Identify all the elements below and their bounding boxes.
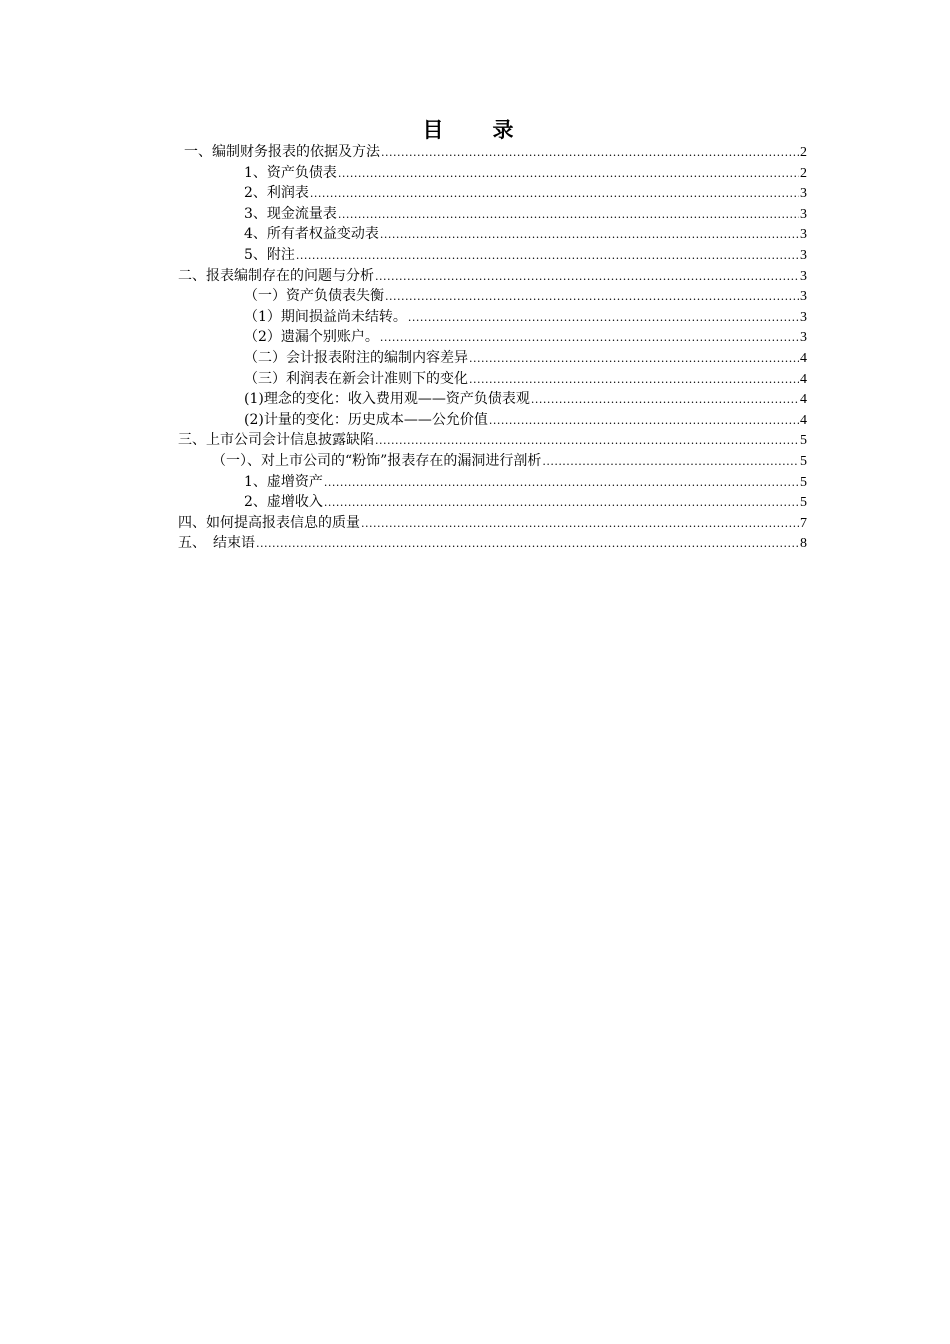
toc-entry[interactable] xyxy=(178,472,807,493)
table-of-contents xyxy=(178,142,807,554)
toc-entry-label: 四、如何提高报表信息的质量 xyxy=(178,514,360,531)
toc-entry[interactable] xyxy=(178,266,807,287)
toc-entry[interactable] xyxy=(178,183,807,204)
toc-dot-leader xyxy=(408,308,799,328)
toc-entry[interactable] xyxy=(178,204,807,225)
toc-entry-page-number: 3 xyxy=(800,330,807,346)
toc-title: 目 录 xyxy=(422,117,528,142)
toc-entry-page-number: 3 xyxy=(800,227,807,243)
toc-entry[interactable] xyxy=(178,369,807,390)
toc-dot-leader xyxy=(338,164,799,184)
toc-entry-page-number: 3 xyxy=(800,289,807,305)
toc-dot-leader xyxy=(489,411,799,431)
toc-entry-label: （二）会计报表附注的编制内容差异 xyxy=(244,349,468,366)
toc-entry[interactable] xyxy=(178,533,807,554)
toc-entry-page-number: 5 xyxy=(800,474,807,490)
toc-entry-label: (2)计量的变化：历史成本——公允价值 xyxy=(244,411,488,428)
toc-entry-page-number: 4 xyxy=(800,392,807,408)
toc-entry-page-number: 5 xyxy=(800,453,807,469)
toc-dot-leader xyxy=(375,431,799,451)
toc-entry-page-number: 4 xyxy=(800,412,807,428)
toc-entry-page-number: 8 xyxy=(800,536,807,552)
toc-entry[interactable] xyxy=(178,451,807,472)
toc-dot-leader xyxy=(380,225,799,245)
toc-entry[interactable] xyxy=(178,142,807,163)
toc-entry-label: 二、报表编制存在的问题与分析 xyxy=(178,267,374,284)
toc-entry-label: (1)理念的变化：收入费用观——资产负债表观 xyxy=(244,391,530,408)
toc-entry-page-number: 5 xyxy=(800,495,807,511)
toc-entry-page-number: 5 xyxy=(800,433,807,449)
toc-entry-label: （一）、对上市公司的“粉饰”报表存在的漏洞进行剖析 xyxy=(212,452,542,469)
toc-entry[interactable] xyxy=(178,430,807,451)
toc-entry-label: 2、利润表 xyxy=(244,185,309,202)
toc-entry-label: （1）期间损益尚未结转。 xyxy=(244,308,407,325)
toc-entry-page-number: 3 xyxy=(800,268,807,284)
toc-entry-page-number: 3 xyxy=(800,186,807,202)
toc-entry-label: （三）利润表在新会计准则下的变化 xyxy=(244,370,468,387)
toc-dot-leader xyxy=(324,493,799,513)
toc-dot-leader xyxy=(531,390,799,410)
toc-dot-leader xyxy=(381,143,799,163)
toc-dot-leader xyxy=(542,452,799,472)
toc-dot-leader xyxy=(256,534,799,554)
toc-dot-leader xyxy=(324,473,799,493)
toc-entry-page-number: 3 xyxy=(800,309,807,325)
toc-entry[interactable] xyxy=(178,245,807,266)
toc-dot-leader xyxy=(310,184,799,204)
toc-dot-leader xyxy=(469,349,799,369)
toc-entry-page-number: 3 xyxy=(800,206,807,222)
toc-dot-leader xyxy=(338,205,799,225)
toc-entry[interactable] xyxy=(178,224,807,245)
toc-entry[interactable] xyxy=(178,286,807,307)
toc-entry[interactable] xyxy=(178,492,807,513)
toc-dot-leader xyxy=(385,287,799,307)
toc-entry-label: 五、 结束语 xyxy=(178,535,255,552)
toc-entry[interactable] xyxy=(178,307,807,328)
toc-entry[interactable] xyxy=(178,327,807,348)
toc-entry[interactable] xyxy=(178,410,807,431)
toc-dot-leader xyxy=(469,370,799,390)
toc-entry-label: 5、附注 xyxy=(244,246,295,263)
toc-entry-page-number: 4 xyxy=(800,371,807,387)
toc-entry-label: 3、现金流量表 xyxy=(244,205,337,222)
toc-entry[interactable] xyxy=(178,348,807,369)
toc-entry-label: 2、虚增收入 xyxy=(244,494,323,511)
toc-dot-leader xyxy=(380,328,799,348)
toc-entry-label: （2）遗漏个别账户。 xyxy=(244,329,379,346)
toc-dot-leader xyxy=(296,246,799,266)
toc-entry-label: 一、编制财务报表的依据及方法 xyxy=(184,144,380,160)
toc-entry-label: 4、所有者权益变动表 xyxy=(244,226,379,243)
toc-entry-label: 三、上市公司会计信息披露缺陷 xyxy=(178,432,374,449)
toc-entry-page-number: 2 xyxy=(800,165,807,181)
toc-entry-label: （一）资产负债表失衡 xyxy=(244,288,384,305)
toc-entry-label: 1、虚增资产 xyxy=(244,473,323,490)
toc-dot-leader xyxy=(361,514,799,534)
toc-entry[interactable] xyxy=(178,389,807,410)
toc-entry-page-number: 2 xyxy=(800,145,807,160)
toc-entry-label: 1、资产负债表 xyxy=(244,164,337,181)
toc-entry[interactable] xyxy=(178,513,807,534)
toc-dot-leader xyxy=(375,267,799,287)
toc-entry[interactable] xyxy=(178,163,807,184)
toc-entry-page-number: 4 xyxy=(800,350,807,366)
toc-entry-page-number: 7 xyxy=(800,515,807,531)
toc-entry-page-number: 3 xyxy=(800,247,807,263)
